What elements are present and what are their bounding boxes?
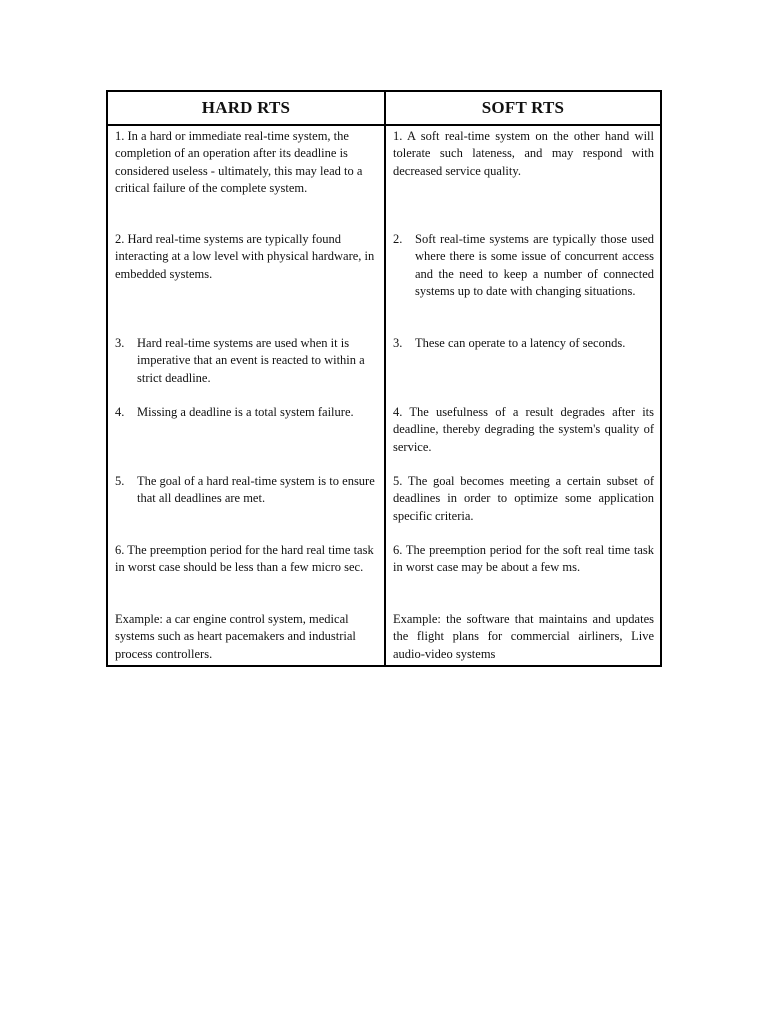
table-row — [108, 540, 660, 609]
hard-point-3-text: Hard real-time systems are used when it is imperative that an event is reacted to within a strict deadline. — [137, 336, 365, 385]
hard-cell-3 — [108, 333, 386, 402]
hard-point-1: 1. In a hard or immediate real-time system, the completion of an operation after its deadline is considered useless - ultimately, this may lead to a critical failure of the complete system. — [115, 129, 363, 196]
table-row — [108, 229, 660, 333]
hard-cell-4 — [108, 402, 386, 471]
soft-cell-1 — [386, 126, 660, 229]
soft-example: Example: the software that maintains and updates the flight plans for commercial airliners, Live audio-video systems — [393, 612, 654, 661]
soft-cell-example — [386, 609, 660, 665]
hard-example: Example: a car engine control system, medical systems such as heart pacemakers and industrial process controllers. — [115, 612, 356, 661]
comparison-table — [106, 90, 662, 667]
hard-cell-5 — [108, 471, 386, 540]
hard-point-4-number: 4. — [115, 405, 125, 419]
hard-cell-2 — [108, 229, 386, 333]
soft-point-2 — [393, 231, 654, 301]
soft-cell-4 — [386, 402, 660, 471]
soft-cell-2 — [386, 229, 660, 333]
table-row — [108, 126, 660, 229]
table-row — [108, 402, 660, 471]
soft-point-6: 6. The preemption period for the soft real time task in worst case may be about a few ms. — [393, 543, 654, 575]
soft-point-2-number: 2. — [393, 232, 403, 246]
soft-point-1: 1. A soft real-time system on the other hand will tolerate such lateness, and may respond with decreased service quality. — [393, 129, 654, 178]
soft-point-5: 5. The goal becomes meeting a certain subset of deadlines in order to optimize some application specific criteria. — [393, 474, 654, 523]
hard-point-4 — [115, 404, 378, 421]
soft-point-3-number: 3. — [393, 336, 403, 350]
header-row — [108, 92, 660, 126]
table-row — [108, 609, 660, 665]
header-hard-rts: HARD RTS — [108, 92, 386, 124]
soft-cell-5 — [386, 471, 660, 540]
soft-point-3-text: These can operate to a latency of seconds. — [415, 336, 626, 350]
hard-point-6: 6. The preemption period for the hard real time task in worst case should be less than a few micro sec. — [115, 543, 374, 575]
header-soft-rts: SOFT RTS — [481, 98, 565, 117]
hard-point-4-text: Missing a deadline is a total system failure. — [137, 405, 354, 419]
hard-cell-1 — [108, 126, 386, 229]
hard-point-3 — [115, 335, 378, 387]
hard-point-5 — [115, 473, 378, 508]
table-row — [108, 471, 660, 540]
soft-cell-3 — [386, 333, 660, 402]
hard-point-3-number: 3. — [115, 336, 125, 350]
hard-point-2: 2. Hard real-time systems are typically found interacting at a low level with physical hardware, in embedded systems. — [115, 232, 375, 281]
soft-point-2-text: Soft real-time systems are typically those used where there is some issue of concurrent access and the need to keep a number of connected systems up to date with changing situations. — [415, 232, 654, 299]
soft-point-4: 4. The usefulness of a result degrades after its deadline, thereby degrading the system's quality of service. — [393, 405, 654, 454]
table-row — [108, 333, 660, 402]
soft-point-3 — [393, 335, 654, 352]
hard-point-5-number: 5. — [115, 474, 125, 488]
hard-cell-6 — [108, 540, 386, 609]
soft-cell-6 — [386, 540, 660, 609]
hard-point-5-text: The goal of a hard real-time system is to ensure that all deadlines are met. — [137, 474, 375, 506]
hard-cell-example — [108, 609, 386, 665]
